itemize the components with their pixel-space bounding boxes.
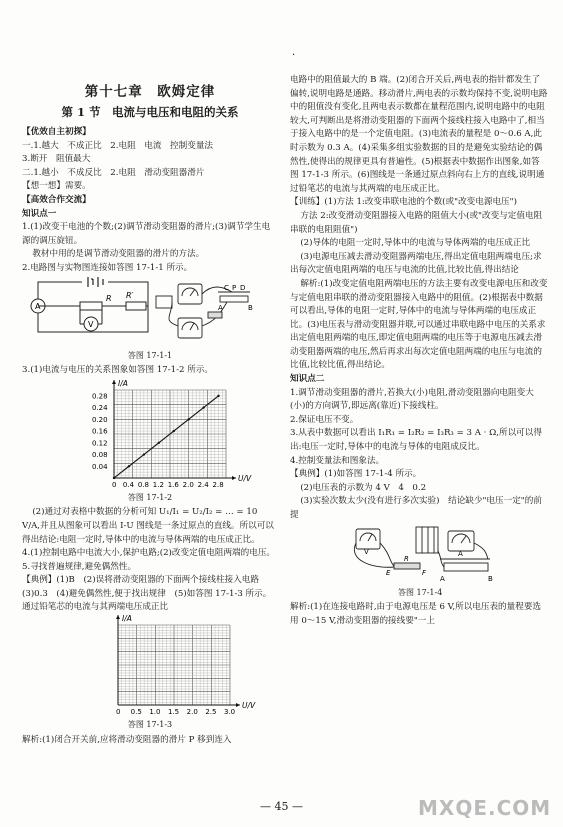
- circuit-diagram: [22, 276, 278, 348]
- terminal-p-label: P: [232, 283, 237, 292]
- data-point: [143, 453, 145, 455]
- y-tick-label: 0.04: [92, 462, 108, 471]
- right-a-paragraph: 4.控制变量法和图象法。: [290, 455, 385, 466]
- right-a-paragraph: (2)导体的电阻一定时,导体中的电流与导体两端的电压成正比: [300, 238, 531, 249]
- left-c-paragraph: 【典例】(1)B (2)误将滑动变阻器的下面两个接线柱接入电路 (3)0.3 (4)避免偶然性,便于找出规律 (5)如答图 17-1-3 所示。 通过铅笔芯的电流与其两端电压成正比: [22, 575, 276, 613]
- data-point: [187, 418, 189, 420]
- y-tick-label: 0.16: [92, 427, 108, 436]
- figure-17-1-4: [290, 523, 548, 585]
- right-column: [290, 74, 548, 628]
- terminal-e-label: E: [386, 568, 391, 577]
- right-a-paragraph: 【训练】(1)方法 1:改变串联电池的个数(或"改变电源电压"): [290, 197, 517, 208]
- terminal-f-label: F: [422, 568, 427, 577]
- data-point: [173, 430, 175, 432]
- terminal-b-label-2: B: [488, 574, 493, 583]
- right-a-paragraph: (2)电压表的示数为 4 V 4 0.2: [300, 482, 427, 493]
- right-block-b: [290, 601, 548, 628]
- battery-box-2: [416, 527, 438, 553]
- right-block-a: [290, 74, 548, 523]
- chart-current-voltage: [22, 378, 278, 490]
- ammeter-label: A: [35, 301, 41, 311]
- x-axis-arrow: [236, 703, 240, 707]
- page-number: — 45 —: [260, 800, 303, 813]
- right-a-paragraph: 知识点二: [290, 374, 325, 385]
- x-tick-label: 2.8: [212, 480, 224, 489]
- left-a-paragraph: 教材中用的是调节滑动变阻器的滑片的方法。: [32, 249, 205, 260]
- x-tick-label: 1.6: [167, 480, 179, 489]
- right-b-paragraph: 解析:(1)在连接电路时,由于电源电压是 6 V,所以电压表的量程要选用 0～15 V,滑动变阻器的接线要"一上: [290, 602, 542, 626]
- chapter-title: 第十七章 欧姆定律: [84, 84, 216, 100]
- left-block-a: [22, 126, 278, 276]
- left-a-paragraph: 1.(1)改变干电池的个数;(2)调节滑动变阻器的滑片;(3)调节学生电源的调压旋钮。: [22, 222, 271, 246]
- figure-17-1-1: [22, 276, 278, 348]
- right-a-paragraph: 方法 2:改变滑动变阻器接入电路的阻值大小(或"改变与定值电阻串联的电阻阻值"): [290, 210, 543, 235]
- right-a-paragraph: 2.保证电压不变。: [290, 414, 359, 425]
- figure-17-1-2-caption: 答图 17-1-2: [127, 492, 173, 502]
- rheostat-device-2: [444, 563, 488, 571]
- right-a-paragraph: 【典例】(1)如答图 17-1-4 所示。: [290, 469, 422, 480]
- left-column: [22, 126, 278, 747]
- ammeter-label-2: A: [458, 549, 463, 558]
- left-c-paragraph: 4.(1)控制电路中电流大小,保护电路;(2)改变定值电阻两端的电压。: [22, 548, 276, 559]
- terminal-a-label: A: [218, 303, 223, 312]
- battery-device: [156, 296, 172, 308]
- circuit-photo-sketch: [290, 523, 548, 585]
- left-a-paragraph: 【高效合作交流】: [22, 194, 91, 205]
- left-b-paragraph: 3.(1)电流与电压的关系图象如答图 17-1-2 所示。: [22, 365, 214, 376]
- right-a-paragraph: 电路中的阻值最大的 B 端。(2)闭合开关后,两电表的指针都发生了偏转,说明电路是通路。移动滑片,两电表的示数均保持不变,说明电路中的阻值没有变化,且两电表示数都在量程范围内,说明电路中的电阻较大,可判断出是将滑动变阻器的下面两个接线柱接入电路中了,相当于接入电路中的是一个定值电阻。(3)电流表的量程是 0～0.6 A,此时示数为 0.3 A。(4)采集多组实验数据的目的是避免实验结论的偶然性,使得出的规律更具有普遍性。(5)根据表中数据作出图象,如答图 17-1-3 所示。(6)图线是一条通过原点斜向右上方的直线,说明通过铅笔芯的电流与其两端的电压成正比。: [290, 75, 548, 194]
- resistor-rprime-label: R′: [126, 290, 134, 300]
- left-block-b: [22, 364, 278, 378]
- voltmeter-label: V: [88, 319, 94, 329]
- left-d-paragraph: 解析:(1)闭合开关前,应将滑动变阻器的滑片 P 移到连入: [22, 734, 232, 745]
- left-a-paragraph: 知识点一: [22, 208, 57, 219]
- y-axis-label: I/A: [118, 378, 128, 388]
- terminal-c-label: C: [224, 283, 229, 292]
- resistor-r: [80, 302, 102, 310]
- right-a-paragraph: (3)实验次数太少(没有进行多次实验) 结论缺少"电压一定"的前提: [290, 496, 542, 520]
- y-tick-label: 0.28: [92, 392, 108, 401]
- x-tick-label: 0.4: [122, 480, 135, 489]
- y-tick-label: 0.24: [92, 403, 108, 412]
- x-axis-label: U/V: [238, 473, 252, 483]
- x-tick-label: 0.8: [137, 480, 150, 489]
- x-tick-label: 2.4: [197, 480, 209, 489]
- data-point: [158, 441, 160, 443]
- chart-blank-grid: [22, 615, 278, 717]
- data-point: [128, 465, 130, 467]
- left-a-paragraph: 一.1.越大 不成正比 2.电阻 电流 控制变量法: [22, 140, 214, 151]
- left-block-d: [22, 734, 278, 748]
- left-a-paragraph: 2.电路图与实物图连接如答图 17-1-1 所示。: [22, 262, 193, 273]
- x-tick-label: 1.0: [149, 708, 161, 717]
- ammeter-device: [178, 284, 202, 304]
- y-tick-label: 0.12: [92, 439, 108, 448]
- data-point: [202, 406, 204, 408]
- x-tick-label: 1.5: [168, 708, 180, 717]
- resistor-rprime: [126, 302, 146, 310]
- figure-17-1-4-caption: 答图 17-1-4: [398, 587, 443, 597]
- terminal-b-label: B: [248, 303, 253, 312]
- resistor-device-2: [394, 563, 420, 569]
- x-tick-label: 2.0: [182, 480, 194, 489]
- data-point: [113, 477, 115, 479]
- right-a-paragraph: 3.从表中数据可以看出 I₁R₁ = I₂R₂ = I₃R₃ = 3 A · Ω,所以可以得出:电压一定时,导体中的电流与导体的电阻成反比。: [290, 428, 542, 453]
- left-a-paragraph: 【想一想】需要。: [22, 181, 91, 192]
- x-tick-label: 2.0: [186, 708, 198, 717]
- x-tick-label: 2.5: [205, 708, 217, 717]
- left-c-paragraph: 5.寻找普遍规律,避免偶然性。: [22, 561, 137, 572]
- right-a-paragraph: (3)电源电压减去滑动变阻器两端电压,得出定值电阻两端电压;求出每次定值电阻两端的电压与电流的比值,比较比值,得出结论: [290, 251, 542, 276]
- watermark: MXQE.COM: [418, 796, 552, 820]
- section-title: 第 1 节 电流与电压和电阻的关系: [61, 105, 239, 119]
- figure-17-1-3: [22, 615, 278, 717]
- left-a-paragraph: 【优效自主初探】: [22, 127, 91, 137]
- y-tick-label: 0.08: [92, 450, 108, 459]
- left-a-paragraph: 二.1.越小 不成反比 2.电阻 滑动变阻器滑片: [22, 167, 205, 178]
- left-c-paragraph: (2)通过对表格中数据的分析可知 U₁/I₁ = U₂/I₂ = … = 10 V/A,并且从图象可以看出 I-U 图线是一条过原点的直线。所以可以得出结论:电阻一定时,导体中的电流与导体两端的电压成正比。: [22, 507, 274, 545]
- x-tick-label: 1.2: [152, 480, 164, 489]
- resistor-device: [208, 312, 222, 318]
- x-axis-arrow: [232, 476, 236, 480]
- rheostat-coil: [220, 296, 248, 302]
- figure-17-1-2: [22, 378, 278, 490]
- voltmeter-device: [178, 318, 202, 338]
- resistor-r-label: R: [106, 293, 112, 303]
- x-tick-label: 0: [112, 480, 117, 489]
- y-axis-arrow: [112, 380, 116, 384]
- voltmeter-label-2: V: [364, 547, 369, 556]
- terminal-d-label: D: [240, 283, 246, 292]
- data-point: [217, 394, 219, 396]
- figure-17-1-3-caption: 答图 17-1-3: [127, 720, 173, 730]
- left-a-paragraph: 3.断开 阻值最大: [22, 154, 91, 165]
- right-a-paragraph: 1.调节滑动变阻器的滑片,若换大(小)电阻,滑动变阻器向电阻变大(小)的方向调节,即远离(靠近)下接线柱。: [290, 387, 534, 412]
- right-a-paragraph: 解析:(1)改变定值电阻两端电压的方法主要有改变电源电压和改变与定值电阻串联的滑动变阻器接入电路中的阻值。(2)根据表中数据可以看出,导体的电阻一定时,导体中的电流与导体两端的电压成正比。(3)电压表与滑动变阻器并联,可以通过串联电路中电压的关系求出定值电阻两端的电压,即定值电阻两端的电压等于电源电压减去滑动变阻器两端的电压,然后再求出每次定值电阻两端的电压与电流的比值,比较比值,得出结论。: [290, 278, 548, 371]
- figure-17-1-1-caption: 答图 17-1-1: [127, 350, 173, 360]
- terminal-a-label-2: A: [440, 574, 445, 583]
- x-tick-label: 0.5: [130, 708, 142, 717]
- y-tick-label: 0.20: [92, 415, 108, 424]
- y-axis-label: I/A: [122, 615, 132, 624]
- left-block-c: [22, 506, 278, 615]
- x-tick-label: 3.0: [224, 708, 236, 717]
- voltmeter-device-2: [356, 529, 380, 549]
- resistor-r-label-2: R: [404, 554, 409, 563]
- x-axis-label: U/V: [242, 701, 256, 711]
- x-tick-label: 0: [116, 708, 121, 717]
- y-axis-arrow: [116, 615, 120, 619]
- top-dot: ·: [292, 50, 296, 61]
